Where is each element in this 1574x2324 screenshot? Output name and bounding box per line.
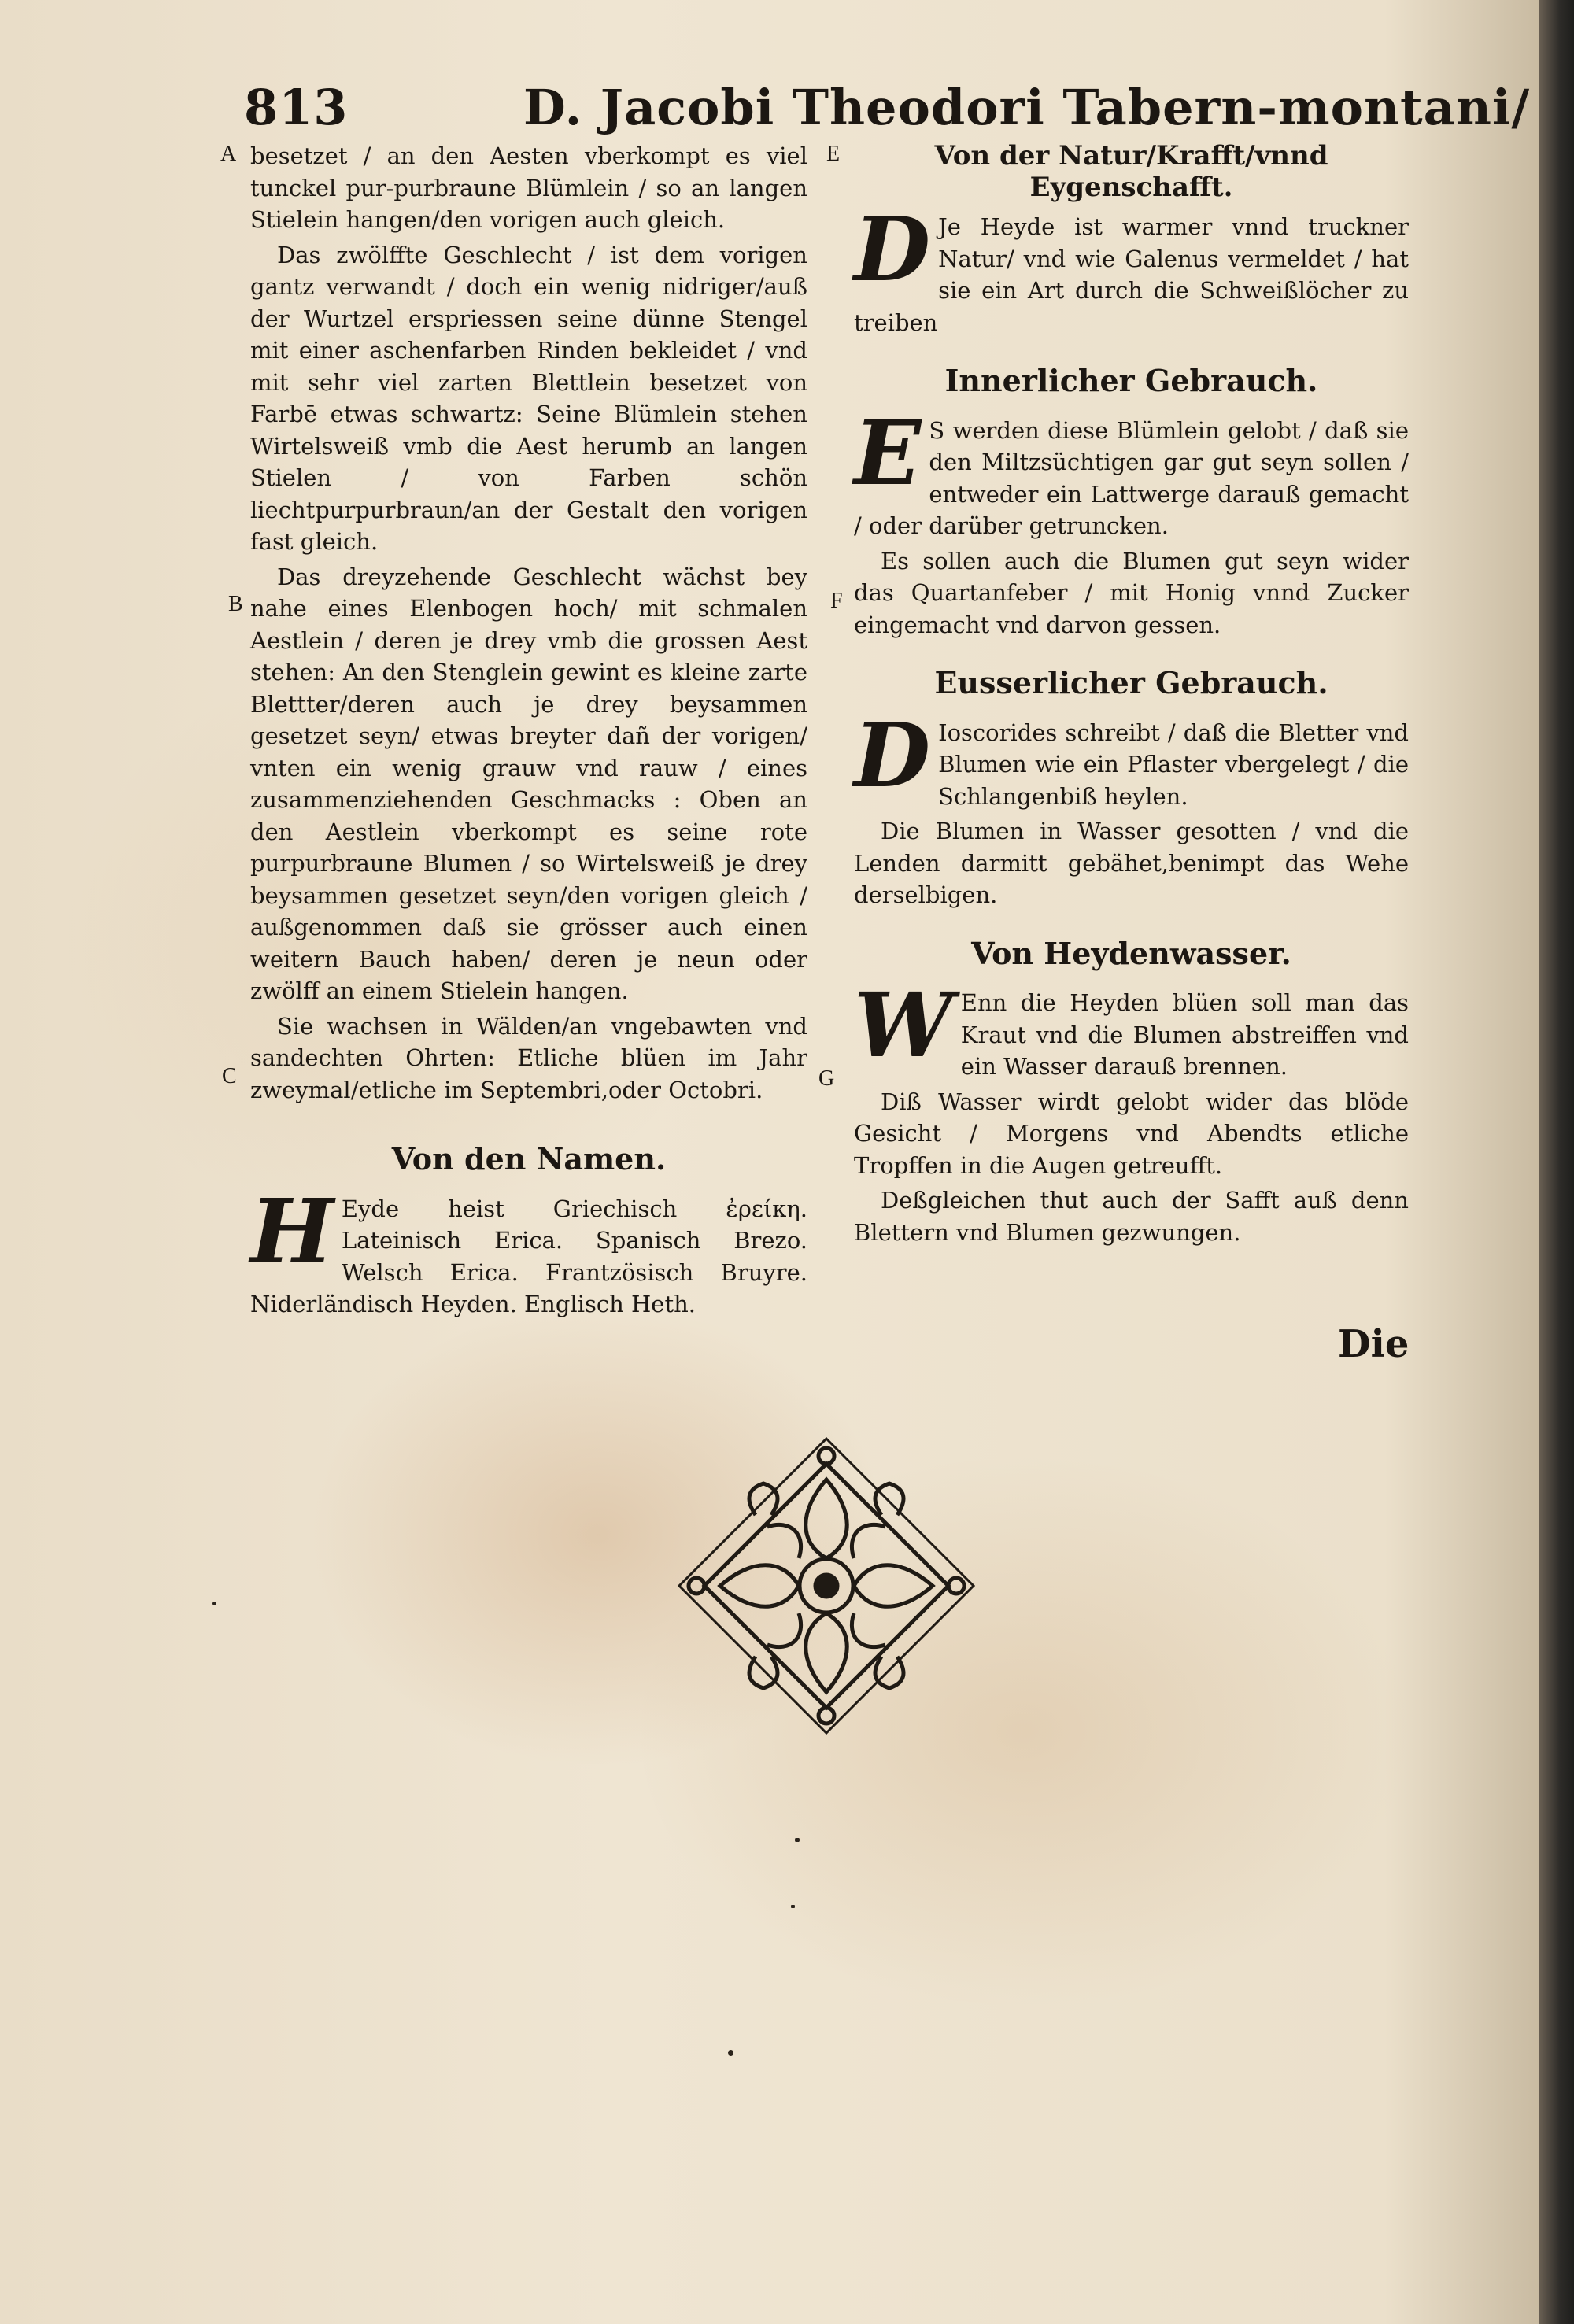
names-paragraph: [250, 1180, 807, 1321]
margin-letter-b: B: [228, 592, 243, 616]
ink-speck: [791, 1905, 795, 1908]
paragraph: besetzet / an den Aesten vberkompt es viel tunckel pur-purbraune Blümlein / so an langen Stielein hangen/den vorigen auch gleich.: [250, 142, 807, 233]
paragraph: Deßgleichen thut auch der Safft auß denn Blettern vnd Blumen gezwungen.: [854, 1187, 1409, 1246]
margin-letter-a: A: [220, 142, 237, 166]
external-text: Ioscorides schreibt / daß die Bletter vnd Blumen wie ein Pflaster vbergelegt / die Schlangenbiß heylen.: [938, 719, 1409, 810]
page-number: 813: [244, 79, 349, 136]
drop-cap: W: [854, 974, 953, 1077]
water-text: Enn die Heyden blüen soll man das Kraut vnd die Blumen abstreiffen vnd ein Wasser darauß brennen.: [960, 989, 1409, 1080]
drop-cap: H: [250, 1180, 334, 1284]
page-edge-shadow: [1539, 0, 1574, 2324]
margin-letter-c: C: [222, 1064, 237, 1088]
section-heading-names: Von den Namen.: [391, 1141, 667, 1177]
section-heading-nature: Von der Natur/Krafft/vnnd Eygenschafft.: [934, 140, 1328, 203]
ink-speck: [795, 1838, 800, 1842]
paragraph: Es sollen auch die Blumen gut seyn wider das Quartanfeber / mit Honig vnnd Zucker eingemacht vnd darvon gessen.: [854, 547, 1409, 638]
nature-paragraph: [854, 198, 1409, 338]
margin-letter-e: E: [826, 142, 841, 166]
drop-cap: D: [854, 704, 931, 807]
internal-text: S werden diese Blümlein gelobt / daß sie den Miltzsüchtigen gar gut seyn sollen / entweder ein Lattwerge darauß gemacht / oder darüber getruncken.: [854, 416, 1409, 539]
paragraph: Die Blumen in Wasser gesotten / vnd die Lenden darmitt gebähet,benimpt das Wehe derselbigen.: [854, 818, 1409, 908]
fleuron-ornament: [673, 1432, 980, 1739]
section-heading-internal: Innerlicher Gebrauch.: [944, 363, 1318, 398]
paragraph: Sie wachsen in Wälden/an vngebawten vnd sandechten Ohrten: Etliche blüen im Jahr zweymal/etliche im Septembri,oder Octobri.: [250, 1012, 807, 1103]
paragraph: Das zwölffte Geschlecht / ist dem vorigen gantz verwandt / doch ein wenig nidriger/auß der Wurtzel erspriessen seine dünne Stengel mit einer aschenfarben Rinden bekleidet / vnd mit sehr viel zarten Blettlein besetzet von Farbē etwas schwartz: Seine Blümlein stehen Wirtelsweiß vmb die Aest herumb an langen Stielen / von Farben schön liechtpurpurbraun/an der Gestalt den vorigen fast gleich.: [250, 241, 807, 555]
names-text: Eyde heist Griechisch ἐρείκη. Lateinisch Erica. Spanisch Brezo. Welsch Erica. Frantzösisch Bruyre. Niderländisch Heyden. Englisch Heth.: [250, 1195, 807, 1317]
section-heading-external: Eusserlicher Gebrauch.: [934, 665, 1328, 700]
margin-letter-g: G: [818, 1066, 835, 1091]
left-column: [250, 140, 807, 1324]
internal-paragraph: [854, 401, 1409, 542]
external-paragraph: [854, 704, 1409, 813]
drop-cap: D: [854, 198, 931, 301]
running-header: [244, 79, 1530, 136]
ink-speck: [212, 1602, 216, 1605]
paragraph: Das dreyzehende Geschlecht wächst bey nahe eines Elenbogen hoch/ mit schmalen Aestlein / deren je drey vmb die grossen Aest stehen: An den Stenglein gewint es kleine zarte Blettter/deren auch je drey beysammen gesetzet seyn/ etwas breyter dañ der vorigen/ vnten ein wenig grauw vnd rauw / eines zusammenziehenden Geschmacks : Oben an den Aestlein vberkompt es seine rote purpurbraune Blumen / so Wirtelsweiß je drey beysammen gesetzet seyn/den vorigen gleich / außgenommen daß sie grösser auch einen weitern Bauch haben/ deren je neun oder zwölff an einem Stielein hangen.: [250, 563, 807, 1004]
margin-letter-f: F: [830, 589, 843, 613]
paragraph: Diß Wasser wirdt gelobt wider das blöde Gesicht / Morgens vnd Abendts etliche Tropffen in die Augen getreufft.: [854, 1088, 1409, 1179]
running-title: D. Jacobi Theodori Tabern-montani/: [523, 79, 1531, 136]
nature-text: Je Heyde ist warmer vnnd truckner Natur/ vnd wie Galenus vermeldet / hat sie ein Art durch die Schweißlöcher zu treiben: [854, 213, 1409, 336]
ink-speck: [728, 2050, 733, 2056]
catchword: Die: [1338, 1322, 1410, 1366]
section-heading-water: Von Heydenwasser.: [971, 935, 1291, 971]
water-paragraph: [854, 974, 1409, 1083]
drop-cap: E: [854, 401, 922, 505]
right-column: [854, 140, 1409, 1251]
